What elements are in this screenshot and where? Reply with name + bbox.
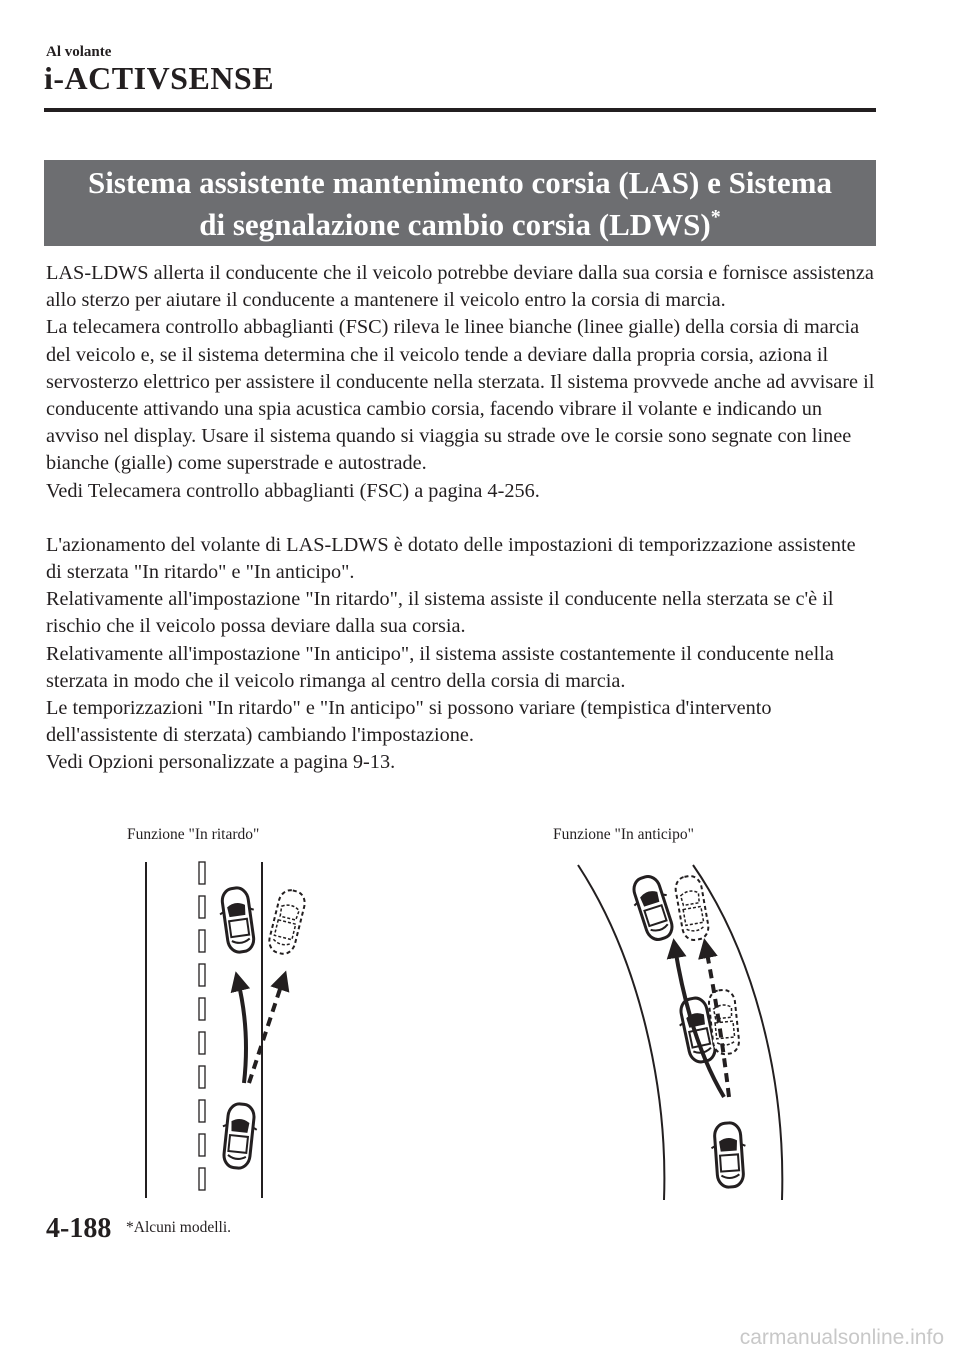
section-label: Al volante	[46, 44, 112, 60]
footnote: *Alcuni modelli.	[126, 1219, 232, 1236]
chapter-title: i-ACTIVSENSE	[44, 60, 275, 96]
watermark: carmanualsonline.info	[739, 1326, 944, 1349]
banner-title-line2	[44, 204, 876, 246]
banner-title-line1: Sistema assistente mantenimento corsia (LAS) e Sistema	[88, 165, 832, 200]
car-late-bottom	[219, 1102, 260, 1169]
car-late-ghost	[267, 888, 308, 956]
paragraph: Relativamente all'impostazione "In ritardo", il sistema assiste il conducente nella sterzata se c'è il rischio che il veicolo possa deviare dalla sua corsia.	[46, 588, 834, 638]
lane-assist-illustration	[0, 850, 960, 1210]
lane-dashes	[199, 862, 205, 1190]
paragraph: Relativamente all'impostazione "In anticipo", il sistema assiste costantemente il conducente nella sterzata in modo che il veicolo rimanga al centro della corsia di marcia.	[46, 642, 834, 692]
late-steer-arrow	[238, 981, 246, 1083]
page-number: 4-188	[46, 1213, 112, 1244]
paragraph: LAS-LDWS allerta il conducente che il veicolo potrebbe deviare dalla sua corsia e fornisce assistenza allo sterzo per aiutare il conducente a mantenere il veicolo entro la corsia di marcia.	[46, 262, 874, 312]
paragraph-link[interactable]: Vedi Telecamera controllo abbaglianti (FSC) a pagina 4-256.	[46, 479, 540, 502]
section-banner	[44, 160, 876, 246]
car-early-top	[627, 872, 679, 943]
late-drift-arrow	[249, 980, 283, 1083]
paragraph: Le temporizzazioni "In ritardo" e "In anticipo" si possono variare (tempistica d'intervento dell'assistente di sterzata) cambiando l'impostazione.	[46, 697, 772, 747]
header-rule	[44, 108, 876, 112]
paragraph-link[interactable]: Vedi Opzioni personalizzate a pagina 9-13.	[46, 751, 396, 774]
figure-caption-early: Funzione "In anticipo"	[553, 826, 694, 843]
car-early-bottom	[710, 1122, 748, 1188]
paragraph: L'azionamento del volante di LAS-LDWS è dotato delle impostazioni di temporizzazione assistente di sterzata "In ritardo" e "In anticipo".	[46, 533, 856, 584]
body-text	[46, 260, 876, 777]
figure-caption-late: Funzione "In ritardo"	[127, 826, 260, 843]
paragraph: La telecamera controllo abbaglianti (FSC) rileva le linee bianche (linee gialle) della corsia di marcia del veicolo e, se il sistema determina che il veicolo tende a deviare dalla propria corsia, aziona il servosterzo elettrico per assistere il conducente nella sterzata. Il sistema provvede anche ad avvisare il conducente attivando una spia acustica cambio corsia, facendo vibrare il volante e indicando un avviso nel display. Usare il sistema quando si viaggia su strade ove le corsie sono segnate con linee bianche (gialle) come superstrade e autostrade.	[46, 316, 875, 475]
car-late-top	[217, 886, 260, 954]
footnote-mark: *	[710, 206, 721, 228]
paragraph-gap	[46, 505, 876, 532]
banner-title-text: di segnalazione cambio corsia (LDWS)	[199, 207, 711, 242]
